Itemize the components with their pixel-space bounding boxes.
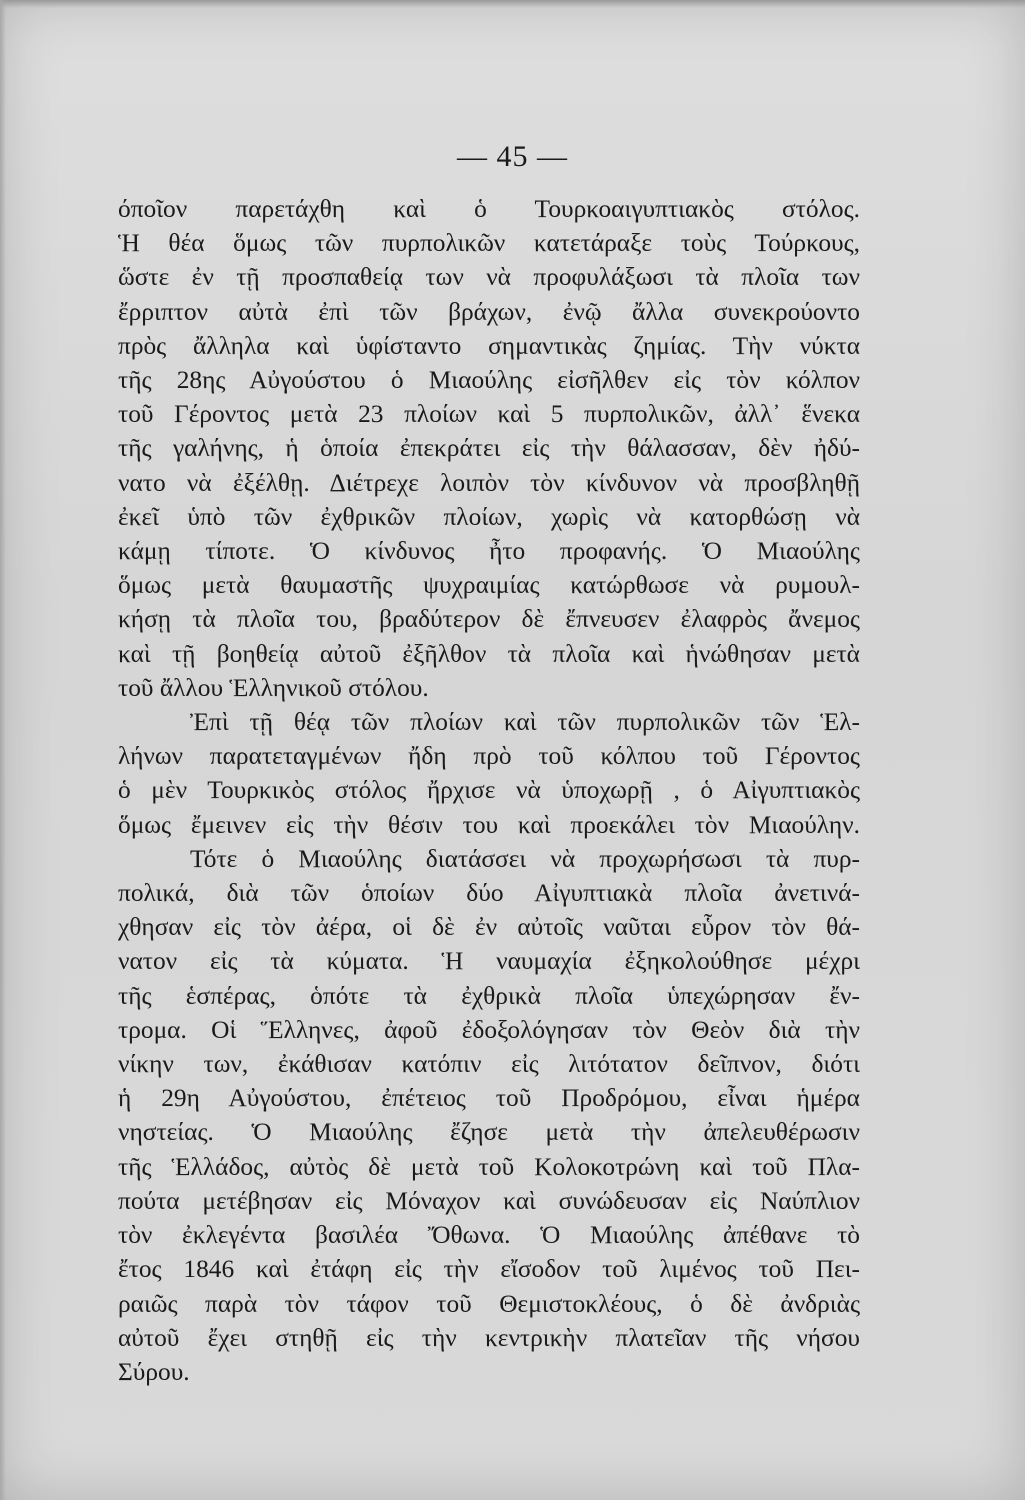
text-line: χθησαν εἰς τὸν ἀέρα, οἱ δὲ ἐν αὐτοῖς ναῦται εὗρον τὸν θά- (118, 913, 860, 942)
text-line: Ἡ θέα ὅμως τῶν πυρπολικῶν κατετάραξε τοὺς Τούρκους, (118, 229, 860, 258)
text-line: ραιῶς παρὰ τὸν τάφον τοῦ Θεμιστοκλέους, ὁ δὲ ἀνδριὰς (118, 1289, 860, 1318)
page-left-edge (0, 0, 6, 1500)
text-line: τῆς ἑσπέρας, ὁπότε τὰ ἐχθρικὰ πλοῖα ὑπεχώρησαν ἔν- (118, 981, 860, 1010)
text-line: καὶ τῇ βοηθείᾳ αὐτοῦ ἐξῆλθον τὰ πλοῖα καὶ ἡνώθησαν μετὰ (118, 639, 860, 668)
text-line: πρὸς ἄλληλα καὶ ὑφίσταντο σημαντικὰς ζημίας. Τὴν νύκτα (118, 331, 860, 360)
text-line: Τότε ὁ Μιαούλης διατάσσει νὰ προχωρήσωσι τὰ πυρ- (190, 844, 860, 873)
text-line: τοῦ ἄλλου Ἑλληνικοῦ στόλου. (118, 673, 429, 702)
text-line: τῆς γαλήνης, ἡ ὁποία ἐπεκράτει εἰς τὴν θάλασσαν, δὲν ἠδύ- (118, 434, 860, 463)
text-line: τρομα. Οἱ Ἕλληνες, ἀφοῦ ἐδοξολόγησαν τὸν Θεὸν διὰ τὴν (118, 1015, 860, 1044)
page-number: — 45 — (457, 140, 568, 173)
text-line: τοῦ Γέροντος μετὰ 23 πλοίων καὶ 5 πυρπολικῶν, ἀλλ᾿ ἕνεκα (118, 400, 860, 429)
text-line: κάμῃ τίποτε. Ὁ κίνδυνος ἦτο προφανής. Ὁ Μιαούλης (118, 537, 860, 566)
text-line: νατον εἰς τὰ κύματα. Ἡ ναυμαχία ἐξηκολούθησε μέχρι (118, 947, 860, 976)
text-line: τὸν ἐκλεγέντα βασιλέα Ὄθωνα. Ὁ Μιαούλης ἀπέθανε τὸ (118, 1221, 860, 1250)
text-line: ἡ 29η Αὐγούστου, ἐπέτειος τοῦ Προδρόμου, εἶναι ἡμέρα (118, 1084, 860, 1113)
text-line: ἐκεῖ ὑπὸ τῶν ἐχθρικῶν πλοίων, χωρὶς νὰ κατορθώσῃ νὰ (118, 502, 860, 531)
text-line: ὅμως μετὰ θαυμαστῆς ψυχραιμίας κατώρθωσε νὰ ρυμουλ- (118, 571, 860, 600)
text-line: τῆς 28ης Αὐγούστου ὁ Μιαούλης εἰσῆλθεν εἰς τὸν κόλπον (118, 366, 860, 395)
text-line: Σύρου. (118, 1357, 190, 1386)
text-line: όποῖον παρετάχθη καὶ ὁ Τουρκοαιγυπτιακὸς στόλος. (118, 195, 860, 223)
text-line: λήνων παρατεταγμένων ἤδη πρὸ τοῦ κόλπου τοῦ Γέροντος (118, 742, 860, 771)
text-line: ἔτος 1846 καὶ ἐτάφη εἰς τὴν εἴσοδον τοῦ λιμένος τοῦ Πει- (118, 1255, 860, 1284)
page-top-edge (0, 0, 1025, 8)
text-line: ὥστε ἐν τῇ προσπαθείᾳ των νὰ προφυλάξωσι τὰ πλοῖα των (118, 263, 860, 292)
text-line: πούτα μετέβησαν εἰς Μόναχον καὶ συνώδευσαν εἰς Ναύπλιον (118, 1186, 860, 1215)
text-line: νηστείας. Ὁ Μιαούλης ἔζησε μετὰ τὴν ἀπελευθέρωσιν (118, 1118, 860, 1147)
text-line: κήσῃ τὰ πλοῖα του, βραδύτερον δὲ ἔπνευσεν ἐλαφρὸς ἄνεμος (118, 605, 860, 634)
body-text (118, 192, 860, 1389)
text-line: Ἐπὶ τῇ θέᾳ τῶν πλοίων καὶ τῶν πυρπολικῶν τῶν Ἑλ- (190, 708, 860, 737)
text-line: αὐτοῦ ἔχει στηθῇ εἰς τὴν κεντρικὴν πλατεῖαν τῆς νήσου (118, 1323, 860, 1352)
text-line: ἔρριπτον αὐτὰ ἐπὶ τῶν βράχων, ἐνῷ ἄλλα συνεκρούοντο (118, 297, 860, 326)
text-line: νίκην των, ἐκάθισαν κατόπιν εἰς λιτότατον δεῖπνον, διότι (118, 1050, 860, 1079)
text-line: τῆς Ἑλλάδος, αὐτὸς δὲ μετὰ τοῦ Κολοκοτρώνη καὶ τοῦ Πλα- (118, 1152, 860, 1181)
text-line: ὅμως ἔμεινεν εἰς τὴν θέσιν του καὶ προεκάλει τὸν Μιαούλην. (118, 810, 860, 839)
text-line: πολικά, διὰ τῶν ὁποίων δύο Αἰγυπτιακὰ πλοῖα ἀνετινά- (118, 879, 860, 908)
text-line: νατο νὰ ἐξέλθῃ. Διέτρεχε λοιπὸν τὸν κίνδυνον νὰ προσβληθῇ (118, 468, 860, 497)
text-line: ὁ μὲν Τουρκικὸς στόλος ἤρχισε νὰ ὑποχωρῇ , ὁ Αἰγυπτιακὸς (118, 776, 860, 805)
